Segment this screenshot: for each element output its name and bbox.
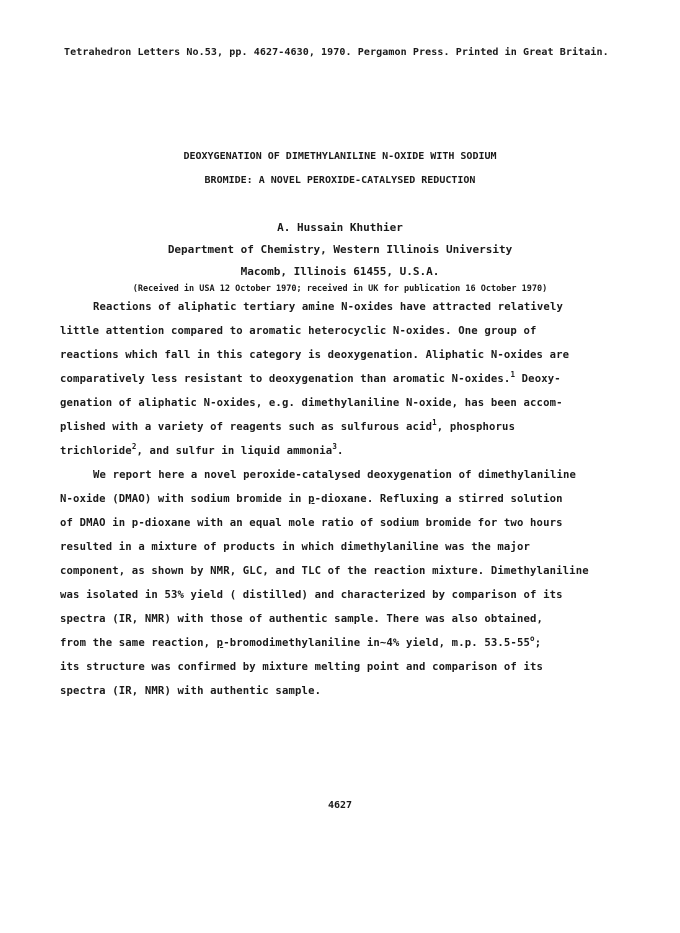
text-span: Deoxy-	[515, 373, 561, 385]
paragraph-2-line-10: spectra (IR, NMR) with authentic sample.	[60, 685, 322, 697]
paragraph-2-line-3: of DMAO in p-dioxane with an equal mole ratio of sodium bromide for two hours	[60, 517, 563, 529]
text-span: -dioxane. Refluxing a stirred solution	[314, 493, 563, 505]
paragraph-1-line-2: little attention compared to aromatic heterocyclic N-oxides. One group of	[60, 325, 537, 337]
text-span: ;	[534, 637, 542, 649]
paragraph-1-line-5: genation of aliphatic N-oxides, e.g. dimethylaniline N-oxide, has been accom-	[60, 397, 563, 409]
paragraph-1-line-3: reactions which fall in this category is deoxygenation. Aliphatic N-oxides are	[60, 349, 570, 361]
text-span: , and sulfur in liquid ammonia	[136, 445, 333, 457]
text-span: , phosphorus	[436, 421, 516, 433]
paragraph-1-line-4	[60, 370, 561, 385]
text-span: trichloride	[60, 445, 132, 457]
underlined-prefix: p	[308, 493, 315, 505]
underlined-prefix: p	[216, 637, 224, 649]
paragraph-2-line-2	[60, 493, 563, 505]
paragraph-2-line-6: was isolated in 53% yield ( distilled) and characterized by comparison of its	[60, 589, 563, 601]
text-span: comparatively less resistant to deoxygenation than aromatic N-oxides.	[60, 373, 511, 385]
paragraph-2-line-4: resulted in a mixture of products in which dimethylaniline was the major	[60, 541, 531, 553]
author-address: Macomb, Illinois 61455, U.S.A.	[240, 265, 440, 278]
received-dates: (Received in USA 12 October 1970; received in UK for publication 16 October 1970)	[132, 284, 548, 294]
text-span: -bromodimethylaniline in~4% yield, m.p. 53.5-55	[223, 637, 531, 649]
article-title-line-2: BROMIDE: A NOVEL PEROXIDE-CATALYSED REDUCTION	[204, 175, 476, 186]
page-number: 4627	[327, 800, 353, 811]
paragraph-1-line-7	[60, 442, 344, 457]
paragraph-2-line-9: its structure was confirmed by mixture melting point and comparison of its	[60, 661, 544, 673]
paragraph-1-line-6	[60, 418, 516, 433]
paragraph-2-line-8	[60, 634, 542, 649]
paragraph-2-line-1: We report here a novel peroxide-catalysed deoxygenation of dimethylaniline	[93, 469, 577, 481]
paragraph-2-line-5: component, as shown by NMR, GLC, and TLC of the reaction mixture. Dimethylaniline	[60, 565, 589, 577]
paragraph-2-line-7: spectra (IR, NMR) with those of authentic sample. There was also obtained,	[60, 613, 544, 625]
reference-superscript: 1	[510, 370, 516, 379]
reference-superscript: 3	[332, 442, 337, 451]
text-span: .	[337, 445, 344, 457]
article-title-line-1: DEOXYGENATION OF DIMETHYLANILINE N-OXIDE WITH SODIUM	[183, 151, 497, 162]
reference-superscript: 2	[131, 442, 137, 451]
text-span: plished with a variety of reagents such as sulfurous acid	[60, 421, 433, 433]
journal-citation: Tetrahedron Letters No.53, pp. 4627-4630, 1970. Pergamon Press. Printed in Great Britain.	[64, 47, 609, 58]
author-department: Department of Chemistry, Western Illinois University	[167, 243, 513, 256]
text-span: from the same reaction,	[60, 637, 217, 649]
author-name: A. Hussain Khuthier	[277, 221, 403, 234]
reference-superscript: 1	[432, 418, 437, 427]
text-span: N-oxide (DMAO) with sodium bromide in	[60, 493, 309, 505]
degree-superscript: o	[530, 634, 535, 643]
paragraph-1-line-1: Reactions of aliphatic tertiary amine N-oxides have attracted relatively	[93, 301, 564, 313]
